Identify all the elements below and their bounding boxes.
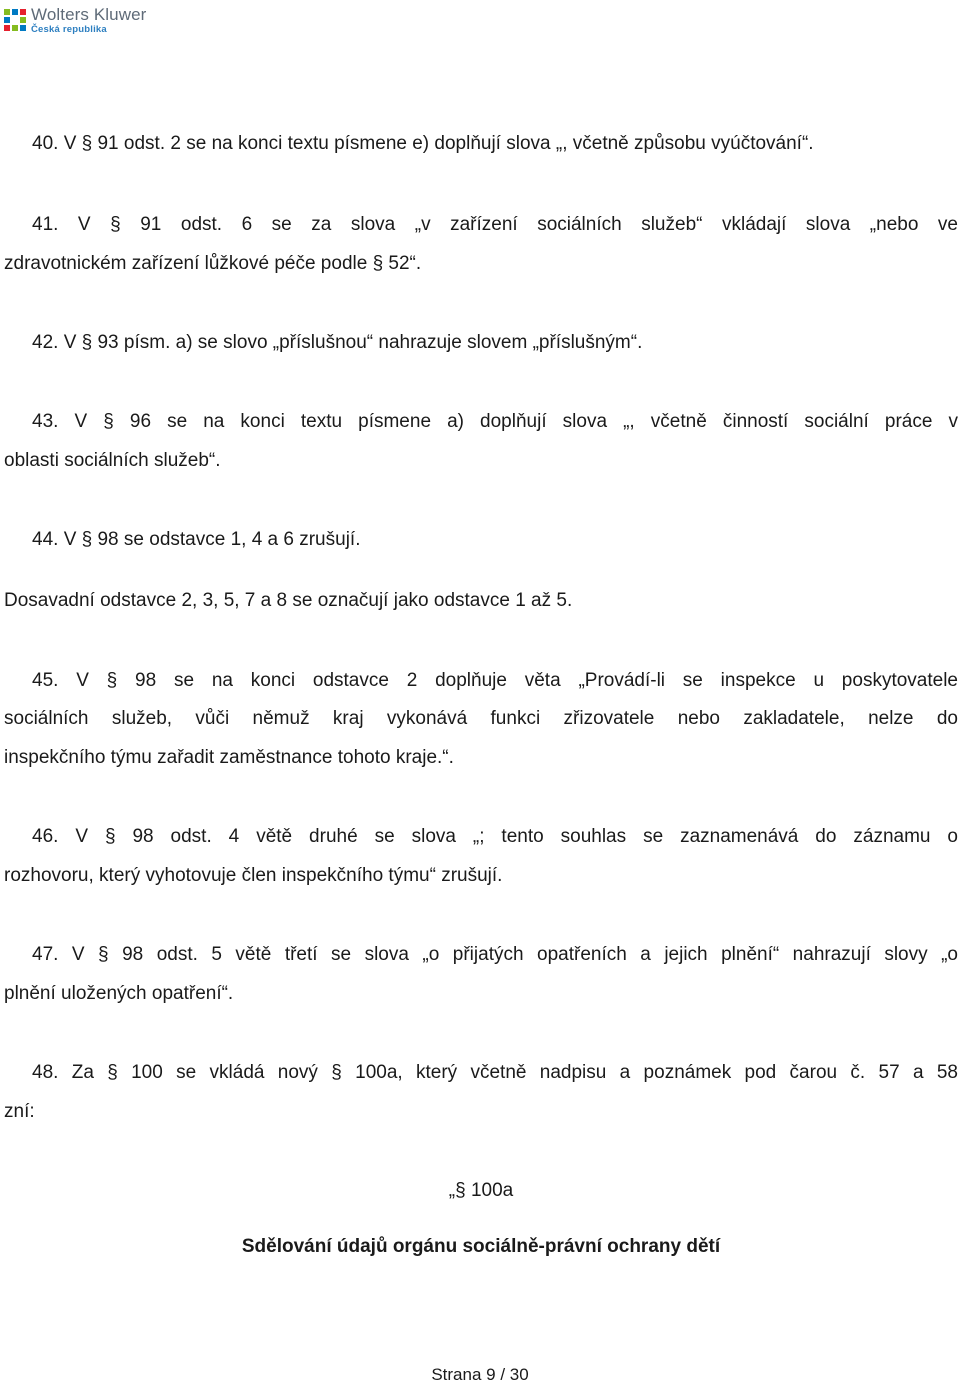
paragraph-48-line-2: zní: xyxy=(4,1101,35,1122)
publisher-logo xyxy=(4,3,146,37)
paragraph-43-line-1: 43. V § 96 se na konci textu písmene a) doplňují slova „, včetně činností sociální práce v xyxy=(32,411,958,432)
paragraph-44-continuation: Dosavadní odstavce 2, 3, 5, 7 a 8 se označují jako odstavce 1 až 5. xyxy=(4,590,573,611)
section-number: „§ 100a xyxy=(448,1180,514,1201)
paragraph-46-line-2: rozhovoru, který vyhotovuje člen inspekčního týmu“ zrušují. xyxy=(4,865,503,886)
section-heading: Sdělování údajů orgánu sociálně-právní ochrany dětí xyxy=(241,1236,721,1257)
paragraph-41-line-2: zdravotnickém zařízení lůžkové péče podle § 52“. xyxy=(4,253,422,274)
paragraph-45-line-1: 45. V § 98 se na konci odstavce 2 doplňuje věta „Provádí-li se inspekce u poskytovatele xyxy=(32,670,958,691)
page-number: Strana 9 / 30 xyxy=(431,1365,529,1384)
paragraph-47-line-1: 47. V § 98 odst. 5 větě třetí se slova „o přijatých opatřeních a jejich plnění“ nahrazují slovy „o xyxy=(32,944,958,965)
paragraph-44: 44. V § 98 se odstavce 1, 4 a 6 zrušují. xyxy=(32,529,361,550)
paragraph-41-line-1: 41. V § 91 odst. 6 se za slova „v zařízení sociálních služeb“ vkládají slova „nebo ve xyxy=(32,214,958,235)
paragraph-47-line-2: plnění uložených opatření“. xyxy=(4,983,234,1004)
paragraph-42: 42. V § 93 písm. a) se slovo „příslušnou“ nahrazuje slovem „příslušným“. xyxy=(32,332,643,353)
paragraph-48-line-1: 48. Za § 100 se vkládá nový § 100a, který včetně nadpisu a poznámek pod čarou č. 57 a 58 xyxy=(32,1062,958,1083)
paragraph-46-line-1: 46. V § 98 odst. 4 větě druhé se slova „; tento souhlas se zaznamenává do záznamu o xyxy=(32,826,958,847)
logo-subtitle: Česká republika xyxy=(31,23,107,35)
paragraph-45-line-3: inspekčního týmu zařadit zaměstnance tohoto kraje.“. xyxy=(4,747,454,768)
paragraph-40: 40. V § 91 odst. 2 se na konci textu písmene e) doplňují slova „, včetně způsobu vyúčtování“. xyxy=(32,133,814,154)
paragraph-45-line-2: sociálních služeb, vůči němuž kraj vykonává funkci zřizovatele nebo zakladatele, nelze do xyxy=(4,708,958,729)
logo-name: Wolters Kluwer xyxy=(31,4,147,24)
wolters-kluwer-logo-icon xyxy=(4,9,26,31)
paragraph-43-line-2: oblasti sociálních služeb“. xyxy=(4,450,221,471)
